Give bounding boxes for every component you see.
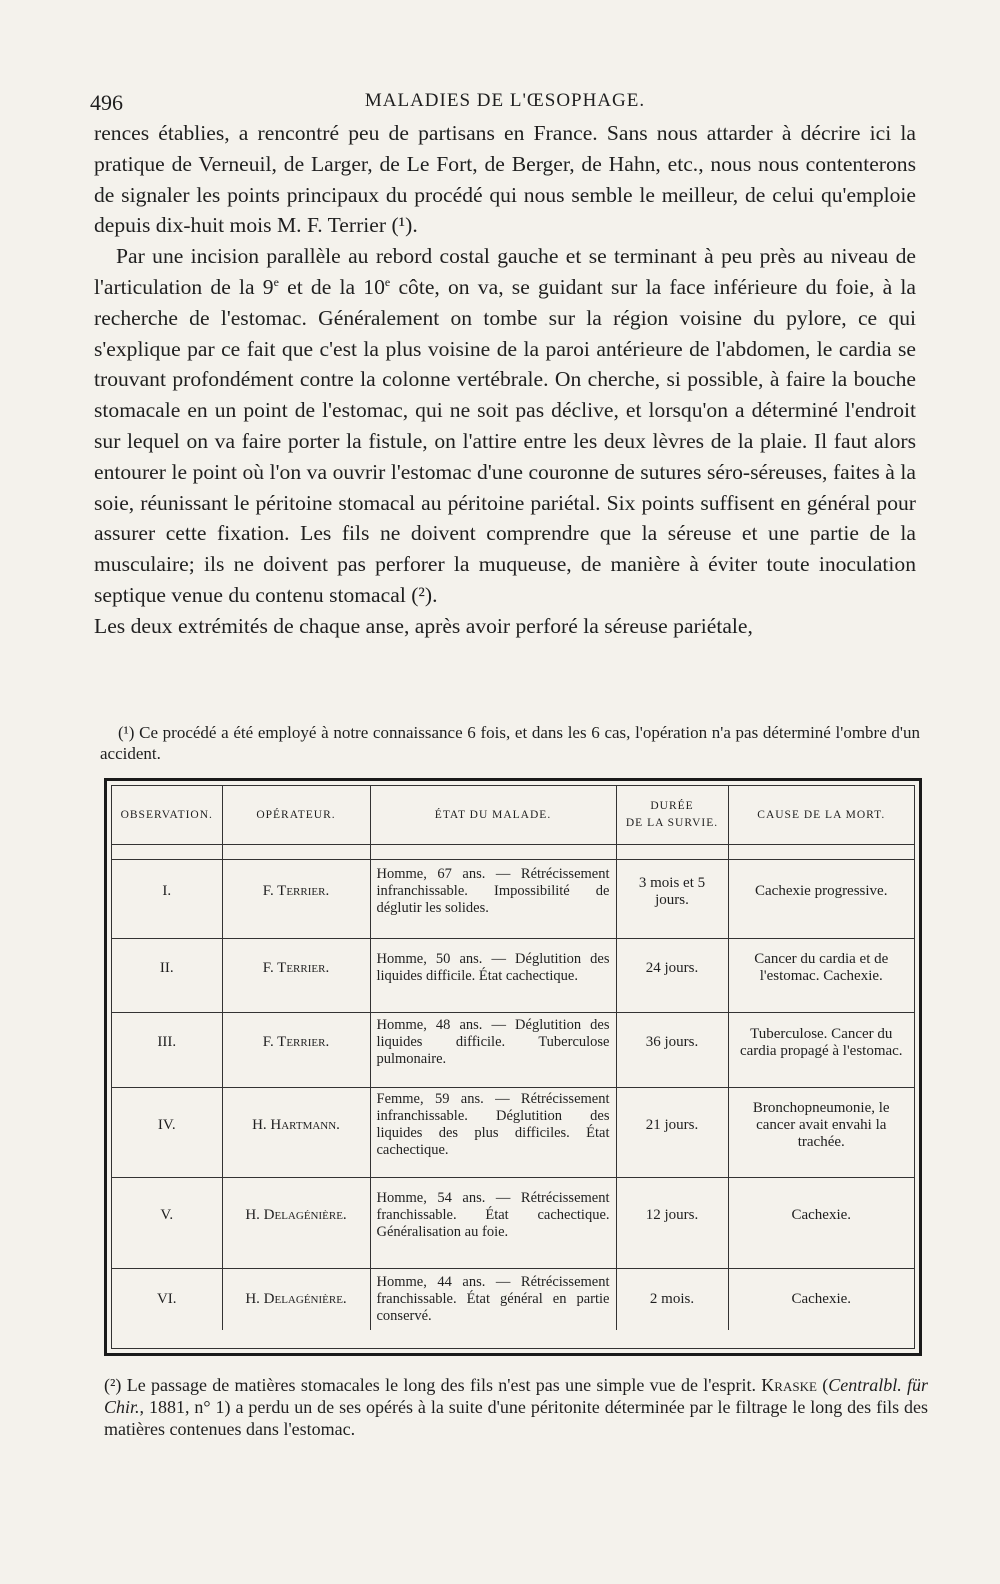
footnote-ref-2[interactable]: (²). xyxy=(411,582,438,607)
observations-table-frame xyxy=(104,778,922,1356)
cell-observation: I. xyxy=(112,860,222,924)
header-operator: OPÉRATEUR. xyxy=(222,786,370,845)
cell-operator: H. Delagénière. xyxy=(222,1268,370,1330)
cell-state: Femme, 59 ans. — Rétrécissement infranchissable. Déglutition des liquides des plus difficiles. État cachectique. xyxy=(370,1087,616,1163)
table-row xyxy=(112,1013,914,1073)
table-row xyxy=(112,938,914,998)
cell-state: Homme, 48 ans. — Déglutition des liquides difficile. Tuberculose pulmonaire. xyxy=(370,1013,616,1073)
cell-cause: Tuberculose. Cancer du cardia propagé à l'estomac. xyxy=(728,1013,914,1073)
footnote-2 xyxy=(104,1374,928,1440)
footnote-2-text-a: Le passage de matières stomacales le long des fils n'est pas une simple vue de l'esprit. xyxy=(126,1375,756,1395)
table-spacer xyxy=(112,1254,914,1269)
cell-state: Homme, 50 ans. — Déglutition des liquides difficile. État cachectique. xyxy=(370,938,616,998)
observations-table-inner xyxy=(111,785,915,1349)
header-observation: OBSERVATION. xyxy=(112,786,222,845)
cell-operator: F. Terrier. xyxy=(222,860,370,924)
cell-cause: Cachexie progressive. xyxy=(728,860,914,924)
paragraph-2-text-b: et de la 10 xyxy=(278,274,385,299)
cell-operator: F. Terrier. xyxy=(222,938,370,998)
cell-duration: 21 jours. xyxy=(616,1087,728,1163)
header-duration xyxy=(616,786,728,845)
cell-cause: Cancer du cardia et de l'estomac. Cachexie. xyxy=(728,938,914,998)
cell-cause: Bronchopneumonie, le cancer avait envahi la trachée. xyxy=(728,1087,914,1163)
observations-table xyxy=(112,786,914,1330)
table-header-row xyxy=(112,786,914,845)
footnote-1-text: Ce procédé a été employé à notre connaissance 6 fois, et dans les 6 cas, l'opération n'a pas déterminé l'ombre d'un accident. xyxy=(100,723,920,763)
cell-operator: H. Hartmann. xyxy=(222,1087,370,1163)
table-row xyxy=(112,1268,914,1330)
paragraph-2 xyxy=(94,241,916,611)
footnote-2-text-b: a perdu un de ses opérés à la suite d'une péritonite déterminée par le filtrage le long des fils des matières contenues dans l'estomac. xyxy=(104,1397,928,1439)
body-text xyxy=(94,118,916,642)
footnote-2-journal: Centralbl. für Chir. xyxy=(104,1375,929,1417)
cell-duration: 12 jours. xyxy=(616,1178,728,1254)
paragraph-1-text: rences établies, a rencontré peu de partisans en France. Sans nous attarder à décrire ici la pratique de Verneuil, de Larger, de Le Fort, de Berger, de Hahn, etc., nous nous contenterons de signaler les points principaux du procédé qui nous semble le meilleur, de celui qu'emploie depuis dix-huit mois M. F. Terrier xyxy=(94,121,916,238)
cell-operator: F. Terrier. xyxy=(222,1013,370,1073)
table-spacer xyxy=(112,845,914,860)
ordinal-suffix-9: e xyxy=(273,274,279,289)
header-cause: CAUSE DE LA MORT. xyxy=(728,786,914,845)
ordinal-suffix-10: e xyxy=(384,274,391,289)
table-spacer xyxy=(112,1073,914,1088)
cell-duration: 24 jours. xyxy=(616,938,728,998)
header-duration-line2: DE LA SURVIE. xyxy=(625,817,719,829)
footnote-1-marker: (¹) xyxy=(118,723,135,742)
cell-state: Homme, 54 ans. — Rétrécissement franchissable. État cachectique. Généralisation au foie. xyxy=(370,1178,616,1254)
cell-state: Homme, 44 ans. — Rétrécissement franchissable. État général en partie conservé. xyxy=(370,1268,616,1330)
table-spacer xyxy=(112,998,914,1013)
footnote-2-journal-open: ( xyxy=(822,1375,829,1395)
paragraph-2-text-c: côte, on va, se guidant sur la face inférieure du foie, à la recherche de l'estomac. Généralement on tombe sur la région voisine du pylore, ce qui s'explique par ce fait que c'est la plus voisine de la paroi antérieure de l'abdomen, le cardia se trouvant profondément contre la colonne vertébrale. On cherche, si possible, à faire la bouche stomacale en un point de l'estomac, qui ne soit pas déclive, et lorsqu'on a déterminé l'endroit sur lequel on va faire porter la fistule, on l'attire entre les deux lèvres de la plaie. Il faut alors entourer le point où l'on va ouvrir l'estomac d'une couronne de sutures séro-séreuses, faites à la soie, réunissant le péritoine stomacal au péritoine pariétal. Six points suffisent en général pour assurer cette fixation. Les fils ne doivent comprendre que la séreuse et une partie de la musculaire; ils ne doivent pas perforer la muqueuse, de manière à éviter toute inoculation septique venue du contenu stomacal xyxy=(94,274,916,607)
paragraph-3: Les deux extrémités de chaque anse, après avoir perforé la séreuse pariétale, xyxy=(94,613,753,638)
cell-observation: III. xyxy=(112,1013,222,1073)
cell-observation: IV. xyxy=(112,1087,222,1163)
header-state: ÉTAT DU MALADE. xyxy=(370,786,616,845)
footnote-1 xyxy=(100,722,920,764)
table-row xyxy=(112,1087,914,1163)
cell-observation: VI. xyxy=(112,1268,222,1330)
footnote-ref-1[interactable]: (¹). xyxy=(391,213,418,238)
cell-observation: V. xyxy=(112,1178,222,1254)
paragraph-2-text-a: Par une incision parallèle au rebord costal gauche et se terminant à peu près au niveau de l'articulation de la 9 xyxy=(94,244,916,299)
table-spacer xyxy=(112,1163,914,1178)
header-duration-line1: DURÉE xyxy=(650,800,694,812)
footnote-2-author: Kraske xyxy=(761,1375,817,1395)
running-title: MALADIES DE L'ŒSOPHAGE. xyxy=(364,90,646,111)
footnote-2-marker: (²) xyxy=(104,1375,122,1395)
cell-duration: 2 mois. xyxy=(616,1268,728,1330)
footnote-2-journal-rest: , 1881, n° 1) xyxy=(139,1397,231,1417)
cell-duration: 3 mois et 5 jours. xyxy=(616,860,728,924)
cell-duration: 36 jours. xyxy=(616,1013,728,1073)
cell-state: Homme, 67 ans. — Rétrécissement infranchissable. Impossibilité de déglutir les solides. xyxy=(370,860,616,924)
cell-observation: II. xyxy=(112,938,222,998)
page-number: 496 xyxy=(90,90,123,115)
paragraph-1 xyxy=(94,118,916,241)
table-row xyxy=(112,1178,914,1254)
table-row xyxy=(112,860,914,924)
cell-cause: Cachexie. xyxy=(728,1268,914,1330)
table-spacer xyxy=(112,924,914,939)
page-header xyxy=(90,90,920,120)
cell-cause: Cachexie. xyxy=(728,1178,914,1254)
cell-operator: H. Delagénière. xyxy=(222,1178,370,1254)
